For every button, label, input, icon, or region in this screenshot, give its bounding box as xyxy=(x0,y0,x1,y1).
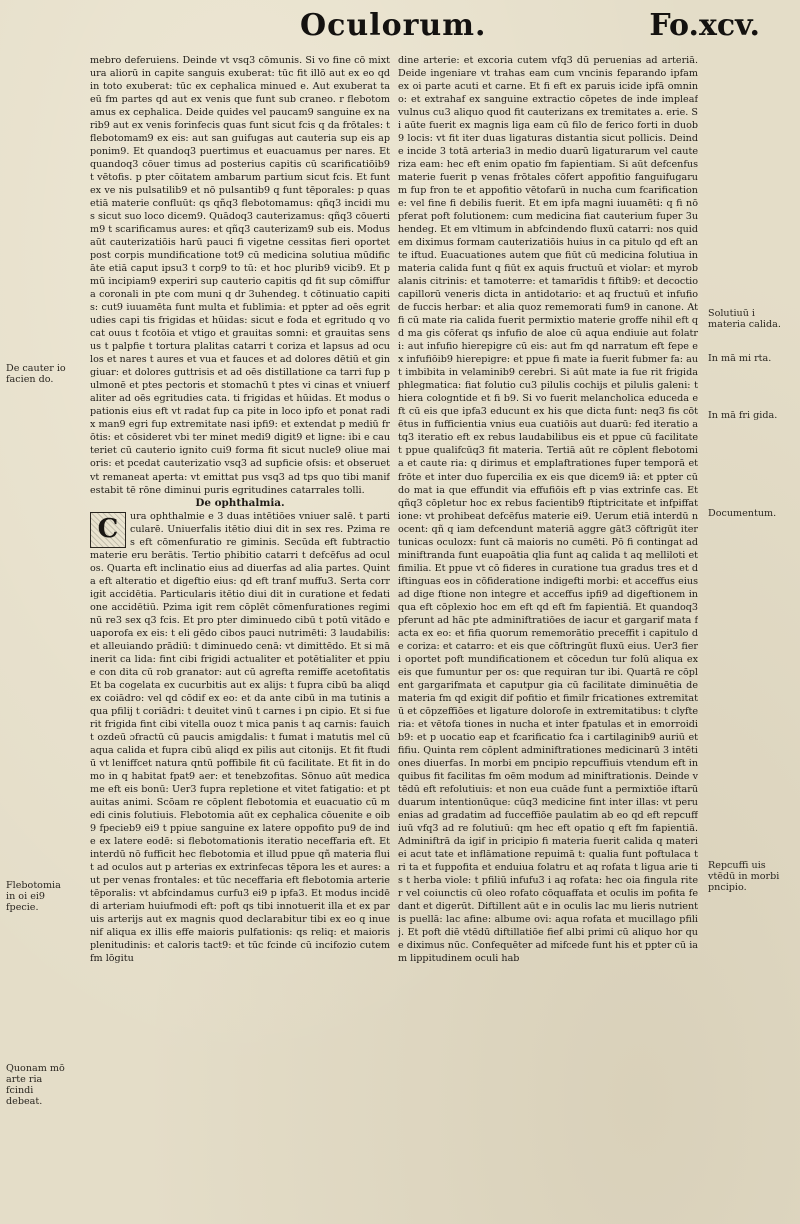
running-title: Oculorum. xyxy=(300,8,487,43)
folio-number: Fo.xcv. xyxy=(649,8,760,43)
left-paragraph-ophthalmia: ura ophthalmie e 3 duas intētiōes vniuer salē. t particularē. Uniuerfalis itētio diui dit in sex res. Pzima res eft cōmenfuratio re giminis. Secūda eft fubtractio materie eru berātis. Tertio phibitio catarri t defcēfus ad oculos. Quarta eft inclinatio eius ad diuerfas ad alia partes. Quinta eft alteratio et digeftio eius: qd eft tranf muffu3. Serta corrigit accidētia. Particularis itētio diui dit in curatione et fedatione accidētiū. Pzima igit rem cōplēt cōmenfurationes regiminū re3 sex q3 fcis. Et pro pter diminuedo cibū t potū vitādo euaporofa ex eis: t eli gēdo cibos pauci nutrimēti: 3 laudabilis: et alleuiando prādiū: t diminuedo cenā: vt dimittēdo. Et si mā inerit ca lida: fint cibi frigidi actualiter et potētialiter et ppiue con dita cū rob granator: aut cū agrefta remiffe acetofitatis Et ba cogelata ex cucurbitis aut ex alijs: t fupra cibū ba aliqd ex coiādro: vel qd cōdif ex eo: et da ante cibū in ma tutinis aqua pfilij t coriādri: t deuitet vinū t carnes i pn cipio. Et si fuerit frigida fint cibi vitella ouoz t mica panis t aq carnis: fauich t ozdeū ɔfractū cū paucis amigdalis: t fumat i matutis mel cū aqua calida et fupra cibū aliqd ex pilis aut citonijs. Et fit ftudiū vt leniffcet natura qntū poffibile fit cū facilitate. Et fit in domo in q habitat fpat9 aer: et tenebzofitas. Sōnuo aūt medicame eft eis bonū: Uer3 fupra repletione et vitet fatigatio: et ptauitas animi. Scōam re cōplent flebotomia et euacuatio cū medi cinis folutiuis. Flebotomia aūt ex cephalica cōuenite e oib9 fpecieb9 ei9 t ppiue sanguine ex latere oppofito pu9 de inde ex latere eodē: si flebotomationis iteratio neceffaria eft. Et interdū nō fufficit hec flebotomia et illud ppue qñ materia fluit ad oculos aut p arterias ex extrinfecas tēpora les et aures: aut per venas frontales: et tūc neceffaria eft flebotomia arterie tēporalis: vt abfcindamus curfu3 ei9 p ipfa3. Et modus incidēdi arteriam huiufmodi eft: poft qs tibi innotuerit illa et ex paruis arterijs aut ex magnis quod declarabitur tibi ex eo q inuenif aliqua ex illis effe maioris pulfationis: qs reliq: et maioris plenitudinis: et caloris tact9: et tūc fcinde cū incifozio cutem fm lōgitu xyxy=(90,510,390,965)
margin-note-flebotomia: Flebotomia in oi ei9 fpecie. xyxy=(6,880,61,913)
decorated-initial xyxy=(90,512,126,548)
margin-note-solutiuum: Solutiuū i materia calida. xyxy=(708,308,781,330)
right-paragraph-curatio: dine arterie: et excoria cutem vfq3 dū peruenias ad arteriā. Deide ingeniare vt trahas eam cum vncinis feparando ipfam ex oi parte acuti et carne. Et fi eft ex paruis icide ipfā omnino: et extrahaf ex sanguine extractio cōpetes de inde impleaf vulnus cu3 aliquo quod fit cauterizans ex tremitates a. erie. Si aūte fuerit ex magnis liga eam cū filo de ferico forti in duob9 locis: vt fit iter duas ligaturas distantia sicut pollicis. Deinde incide 3 totā arteria3 in medio duarū ligaturarum vel cauteriza eam: hec eft enim opatio fm fapientiam. Si aūt defcenfus materie fuerit p venas frōtales cōfert appofitio fanguifugarum fup fron te et appofitio vētofarū in nucha cum fcarificatione: vel fine fi debilis fuerit. Et em ipfa magni iuuamēti: q fi nō pferat poft folutionem: cum medicina fiat cauterium fuper 3uhendeg. Et em vltimum in abfcindendo fluxū catarri: nos quidem diximus formam cauterizatiōis huius in ca pitulo qd eft ante iftud. Euacuationes autem que fiūt cū medicina folutiua in materia calida funt q fiūt ex aquis fructuū et violar: et myrobalanis citrinis: et tamoterre: et tamarīdis t fiftib9: et decoctio capillorū veneris dicta in antidotario: et aq fructuū et infufio de fuccis herbar: et alia quoz rememorati fum9 in canone. At fi cū mate ria calida fuerit permixtio materie groffe nihil eft qd ma gis cōferat qs infufio de aloe cū aqua endiuie aut folatri: aut infufio hierepigre cū eis: aut fm qd narratum eft fepe ex infufiōib9 hierepigre: et ppue fi mate ia fuerit fubmer fa: aut imbibita in velaminib9 cerebri. Si aūt mate ia fue rit frigida phlegmatica: fiat folutio cu3 pilulis cochijs et pilulis galeni: t hiera cologntide et fi b9. Si vo fuerit melancholica educeda eft cū eis que ipfa3 educunt ex his que dicta funt: neq3 fis cōtētus in fufficientia vnius eua cuatiōis aut duarū: fed iteratio atq3 iteratio eft ex rebus laudabilibus eis et ppue cū facilitate t ppue qualifcūq3 fit materia. Tertiā aūt re cōplent flebotomia et caute ria: q dirimus et emplaftrationes fuper temporā et frōte et inter duo fupercilia ex eis que dicem9 iā: et ppter cū do mat ia que effundit via effufiōis eft p vias extrinfe cas. Et qñq3 cōpletur hoc ex rebus facientib9 ftiptricitate et infpiffatione: vt prohibeat defcēfus materie ei9. Uerum etiā interdū nocent: qñ q iam defcendunt materiā aggre gāt3 cōftrigūt iter tunicas oculozx: funt cā maioris no cumēti. Pō fi contingat adminiftranda funt euapoātia qlia funt aq calida t aq melliloti et fimilia. Et ppue vt cō fideres in curatione tua gradus tres et diftinguas eos in cōfideratione indigefti morbi: et acceffus eius ad dige ftione non integre et acceffus ipfi9 ad digeftionem in qua eft cōplexio hoc em eft qd eft fm fapientiā. Et quandoq3 pferunt ad hāc pte adminiftratiōes de iacur et gargarif mata facta ex eo: et fifia quorum rememorātio preceffit i capitulo de coriza: et catarro: et eis que cōſtringūt fluxū eius. Uer3 fieri oportet poft mundificationem et cōcedun tur folū aliqua ex eis que fumuntur per os: que requiran tur ibi. Quartā re cōplent gargarifmata et caputpur gia cū facilitate diminuētia de materia fm qd exigit dif pofitio et fimilr fricationes extremitatū et cōpzeffiōes et ligature doloroſe in extremitatibus: t clyfteria: et vētofa tiones in nucha et inter fpatulas et in emorroidib9: et p uocatio eap et fcarificatio fca i cartilaginib9 auriū et fifiu. Quinta rem cōplent adminiftrationes medicinarū 3 intētiones diuerfas. In morbi em pncipio repcuffiuis vtendum eft in quibus fit facilitas fm oēm modum ad miniftrationis. Deinde vtēdū eft refolutiuis: et non eua cuāde funt a permixtiōe iftarū duarum intentionūque: cūq3 medicine fint inter illas: vt peruenias ad gradatim ad fucceffiōe paulatim ab eo qd eft repcuffiuū vfq3 ad re folutiuū: qm hec eft opatio q eft fm fapientiā. Adminiftrā da igif in pricipio fi materia fuerit calida q materiei acut tate et inflāmatione repuimā t: qualia funt poftulaca tri ta et fuppofita et enduiua folatru et aq rofata t ligua arie tis t herba viole: t pfiliū infufu3 i aq rofata: hec oia fingula riter vel coiunctis cū oleo rofato cōquaffata et oculis im pofita fedant et digerūt. Diftillent aūt e in oculis lac mu lieris nutrientis puellā: lac afine: albume ovi: aqua rofata et mucillago pfilij. Et poft diē vtēdū diftillatiōe fief albi primi cū aliquo hor que diximus nūc. Confequēter ad mifcede funt his et ppter cū iam lippitudinem oculi hab xyxy=(398,55,698,965)
initial-letter: C xyxy=(97,514,119,545)
section-heading-ophthalmia: De ophthalmia. xyxy=(195,496,285,509)
right-text-column xyxy=(398,54,698,1209)
left-text-column xyxy=(90,54,390,1209)
margin-note-cauterio: De cauter io facien do. xyxy=(6,363,66,385)
margin-note-arteria: Quonam mō arte ria fcindi debeat. xyxy=(6,1063,65,1107)
margin-note-materia-mixta: In mā mi rta. xyxy=(708,353,772,364)
margin-note-repercussivis: Repcuffi uis vtēdū in morbi pncipio. xyxy=(708,860,780,893)
margin-note-documentum: Documentum. xyxy=(708,508,777,519)
margin-note-materia-frigida: In mā fri gida. xyxy=(708,410,778,421)
left-paragraph-cauterium: mebro deferuiens. Deinde vt vsq3 cōmunis. Si vo fine cō mixtura aliorū in capite sanguis exuberat: tūc fit illō aut ex eo qd in toto exuberat: tūc ex cephalica minued e. Aut exuberat ta eū fm partes qd aut ex venis que funt sub craneo. r flebotomamus ex cephalica. Deide quides vel paucam9 sanguine ex narib9 aut ex venis forinfecis quas funt sicut fcis q da frōtales: t flebotomam9 ex eis: aut san guifugas aut cauteria sup eis apponim9. Et quandoq3 puertimus et euacuamus per nares. Et quandoq3 cōuer timus ad posterius capitis cū scarificatiōib9 t vētofis. p pter cōitatem ambarum partium sicut fcis. Et funt ex ve nis pulsatilib9 et nō pulsantib9 q funt tēporales: p quas etiā materie confluūt: qs qñq3 flebotomamus: qñq3 incidi mus sicut suo loco dicem9. Quādoq3 cauterizamus: qñq3 cōuertim9 t scarificamus aures: et qñq3 cauterizam9 sub eis. Modus aūt cauterizatiōis harū pauci fi vigetne cessitas fieri oportet post corpis mundificatione tot9 cū medicina solutiua mūdificāte etiā caput ipsu3 t corp9 to tū: et hoc plurib9 vicib9. Et pmū incipiam9 experiri sup cauterio capitis qd fit sup cōmiffura coronali in pte com muni q dr 3uhendeg. t cōtinuatio capitis: cut9 iuuamēta funt multa et fublimia: et ppter ad oēs egritudies capi tis frigidas et hūidas: sicut e foda et egritudo q vocat ouus t fcotōia et vtigo et grauitas somni: et grauitas sensus t palpfie t tortura plalitas catarri t coriza et lapsus ad ocu los et nares t aures et vua et fauces et ad dolores dētiū et gingiuar: et dolores guttrisis et ad oēs distillatione ca tarri fup pulmonē et ptes pectoris et stomachū t ptes vi cinas et vniuerfaliter ad oēs egritudies cata. ti frigidas et hūidas. Et modus opationis eius eft vt radat fup ca pite in loco ipfo et ponat radix man9 egri fup extremitate nasi ipfi9: et extendat p mediū frōtis: et cōsideret vbi ter minet medi9 digit9 et ligne: ibi e cauteriet cū cauterio ignito cui9 forma fit sicut nucle9 oliue maioris: et pcedat cauterizatio vsq3 ad supficie ofsis: et obseruet vt remaneat aperta: vt emittat pus vsq3 ad tps quo tibi manifestabit tē rōne diminui puris egritudines catarrales tolli. xyxy=(90,55,390,496)
